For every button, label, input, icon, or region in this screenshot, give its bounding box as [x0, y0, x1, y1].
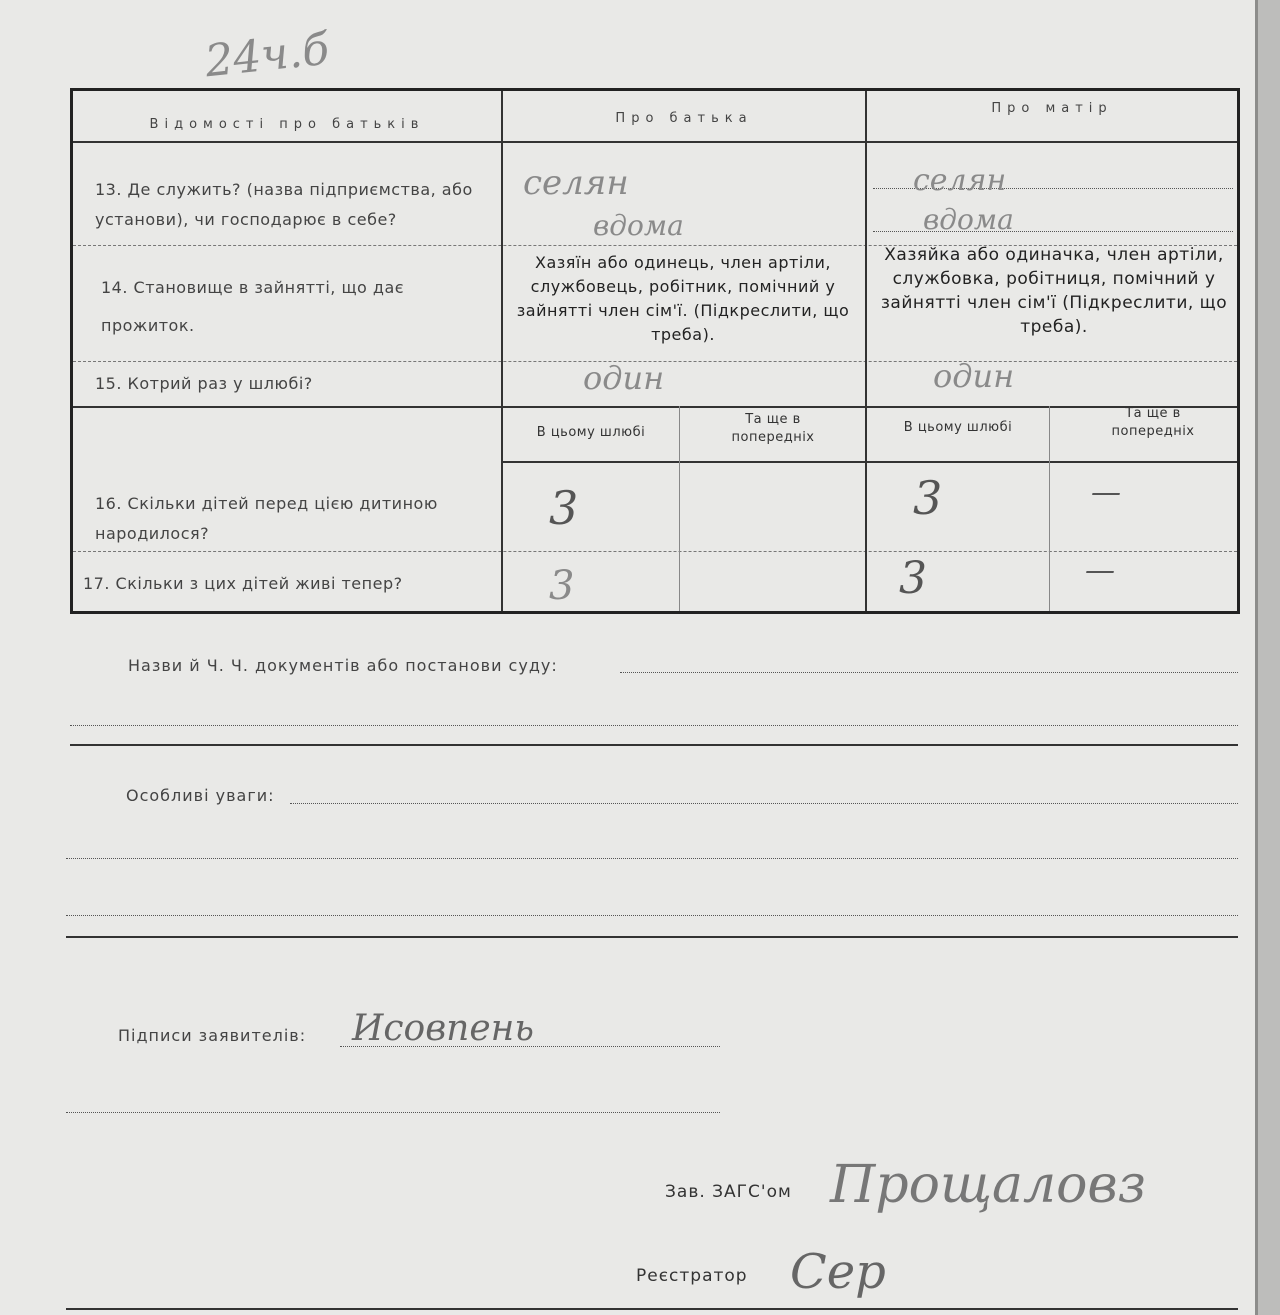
- documents-line-1: [620, 672, 1238, 673]
- header-mother: Про матір: [991, 101, 1113, 116]
- q17-mother-prev: —: [1085, 553, 1115, 588]
- q13-mother-answer-2: вдома: [923, 203, 1014, 236]
- q13-father-answer-1: селян: [523, 163, 629, 203]
- q16-mother-this: 3: [913, 471, 943, 525]
- page-edge: [1258, 0, 1280, 1315]
- q15-mother-answer: один: [933, 357, 1015, 395]
- applicant-line-2: [66, 1112, 720, 1113]
- q15-father-answer: один: [583, 359, 665, 397]
- question-16: 16. Скільки дітей перед цією дитиною народилося?: [95, 494, 438, 543]
- q17-mother-this: 3: [899, 553, 927, 604]
- zags-head-label: Зав. ЗАГС'ом: [665, 1182, 792, 1202]
- subheader-mother-this: В цьому шлюбі: [903, 420, 1013, 435]
- q14-father-options: Хазяїн або одинець, член артіли, службовець, робітник, помічний у зайнятті член сім'ї. (Підкреслити, що треба).: [516, 253, 850, 344]
- remarks-line-2: [66, 858, 1238, 859]
- subheader-mother-prev: Та ще в попередніх: [1111, 406, 1195, 439]
- applicant-signature: Исовпень: [352, 1008, 534, 1049]
- remarks-label: Особливі уваги:: [126, 786, 275, 805]
- zags-head-signature: Прощаловз: [830, 1155, 1147, 1215]
- question-14: 14. Становище в зайнятті, що дає прожиток.: [101, 278, 405, 335]
- remarks-line-3: [66, 915, 1238, 916]
- question-17: 17. Скільки з цих дітей живі тепер?: [83, 574, 403, 593]
- parents-info-table: [70, 88, 1240, 614]
- question-15: 15. Котрий раз у шлюбі?: [95, 374, 313, 393]
- subheader-father-this: В цьому шлюбі: [536, 425, 646, 440]
- q16-father-this: 3: [549, 481, 579, 535]
- subheader-father-prev: Та ще в попередніх: [731, 412, 815, 445]
- documents-line-2: [70, 725, 1238, 726]
- question-13: 13. Де служить? (назва підприємства, або установи), чи господарює в себе?: [95, 180, 473, 229]
- remarks-line-1: [290, 803, 1238, 804]
- pencil-note: 24ч.б: [202, 23, 332, 88]
- registrar-label: Реєстратор: [636, 1266, 748, 1286]
- q13-mother-answer-1: селян: [913, 163, 1007, 198]
- q14-mother-options: Хазяйка або одиначка, член артіли, службовка, робітниця, помічний у зайнятті член сім'ї (Підкреслити, що треба).: [880, 245, 1228, 337]
- page-edge-shadow: [1255, 0, 1258, 1315]
- q16-mother-prev: —: [1091, 475, 1121, 510]
- q17-father-this: 3: [549, 563, 575, 609]
- applicant-line-1: [340, 1046, 720, 1047]
- header-father: Про батька: [615, 111, 753, 126]
- registrar-signature: Сер: [790, 1244, 886, 1300]
- q13-father-answer-2: вдома: [593, 209, 684, 242]
- documents-label: Назви й Ч. Ч. документів або постанови суду:: [128, 656, 558, 675]
- header-info: Відомості про батьків: [149, 117, 425, 132]
- applicant-label: Підписи заявителів:: [118, 1026, 307, 1045]
